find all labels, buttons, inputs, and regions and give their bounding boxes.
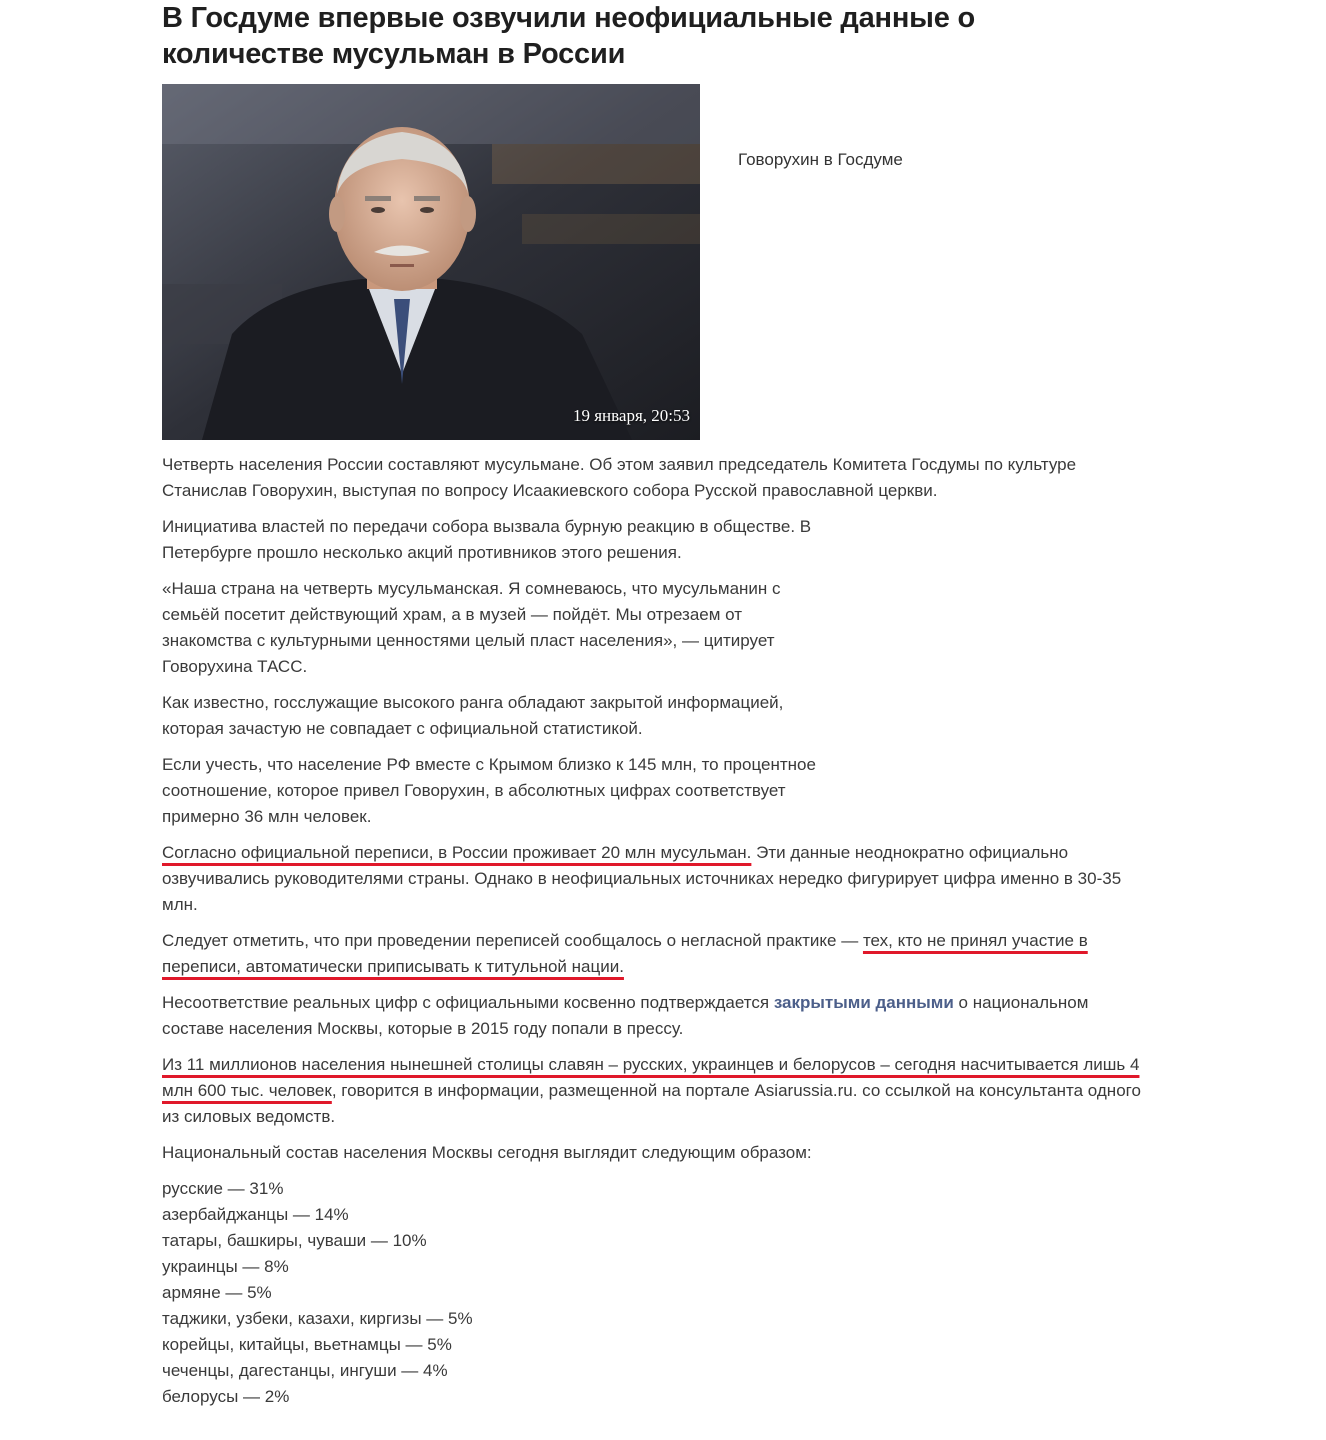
list-item: украинцы — 8% (162, 1257, 289, 1276)
highlighted-text: Согласно официальной переписи, в России проживает 20 млн мусульман. (162, 843, 752, 862)
article-body (162, 452, 1162, 1410)
paragraph-text: Следует отметить, что при проведении переписей сообщалось о негласной практике — (162, 931, 863, 950)
list-item: чеченцы, дагестанцы, ингуши — 4% (162, 1361, 448, 1380)
paragraph-text: о национальном составе населения Москвы, которые в 2015 году попали в прессу. (162, 993, 1089, 1038)
highlighted-text: Из 11 миллионов населения нынешней столицы славян – русских, украинцев и белорусов – сегодня насчитывается лишь 4 млн 600 тыс. человек (162, 1055, 1140, 1100)
paragraph-4: Как известно, госслужащие высокого ранга обладают закрытой информацией, которая зачастую не совпадает с официальной статистикой. (162, 693, 784, 738)
photo-caption: Говорухин в Госдуме (738, 150, 903, 169)
list-item: таджики, узбеки, казахи, киргизы — 5% (162, 1309, 473, 1328)
list-item: азербайджанцы — 14% (162, 1205, 349, 1224)
paragraph-text: , говорится в информации, размещенной на портале Asiarussia.ru. со ссылкой на консультанта одного из силовых ведомств. (162, 1081, 1141, 1126)
media-block (162, 84, 1162, 440)
photo-illustration (162, 84, 700, 440)
list-item: армяне — 5% (162, 1283, 272, 1302)
paragraph-8 (162, 990, 1152, 1042)
article-photo[interactable] (162, 84, 700, 440)
paragraph-2: Инициатива властей по передачи собора вызвала бурную реакцию в обществе. В Петербурге прошло несколько акций противников этого решения. (162, 517, 812, 562)
paragraph-text: Эти данные неоднократно официально озвучивались руководителями страны. Однако в неофициальных источниках нередко фигурирует цифра именно в 30-35 млн. (162, 843, 1122, 914)
paragraph-1: Четверть населения России составляют мусульмане. Об этом заявил председатель Комитета Госдумы по культуре Станислав Говорухин, выступая по вопросу Исаакиевского собора Русской православной церкви. (162, 455, 1077, 500)
article-title: В Госдуме впервые озвучили неофициальные данные о количестве мусульман в России (162, 2, 976, 70)
paragraph-3: «Наша страна на четверть мусульманская. Я сомневаюсь, что мусульманин с семьёй посетит действующий храм, а в музей — пойдёт. Мы отрезаем от знакомства с культурными ценностями целый пласт населения», — цитирует Говорухина ТАСС. (162, 579, 781, 676)
highlighted-text: тех, кто не принял участие в переписи, автоматически приписывать к титульной нации. (162, 931, 1088, 976)
paragraph-7 (162, 928, 1152, 980)
nations-list (162, 1176, 1162, 1410)
list-item: корейцы, китайцы, вьетнамцы — 5% (162, 1335, 452, 1354)
list-item: русские — 31% (162, 1179, 284, 1198)
closed-data-link[interactable]: закрытыми данными (773, 993, 954, 1012)
paragraph-9 (162, 1052, 1152, 1130)
paragraph-text: Несоответствие реальных цифр с официальными косвенно подтверждается (162, 993, 774, 1012)
list-item: белорусы — 2% (162, 1387, 290, 1406)
paragraph-6 (162, 840, 1152, 918)
list-item: татары, башкиры, чуваши — 10% (162, 1231, 427, 1250)
photo-date: 19 января, 20:53 (572, 406, 690, 425)
article (162, 0, 1162, 1410)
paragraph-5: Если учесть, что население РФ вместе с Крымом близко к 145 млн, то процентное соотношение, которое привел Говорухин, в абсолютных цифрах соответствует примерно 36 млн человек. (162, 755, 816, 826)
list-intro: Национальный состав населения Москвы сегодня выглядит следующим образом: (162, 1143, 812, 1162)
